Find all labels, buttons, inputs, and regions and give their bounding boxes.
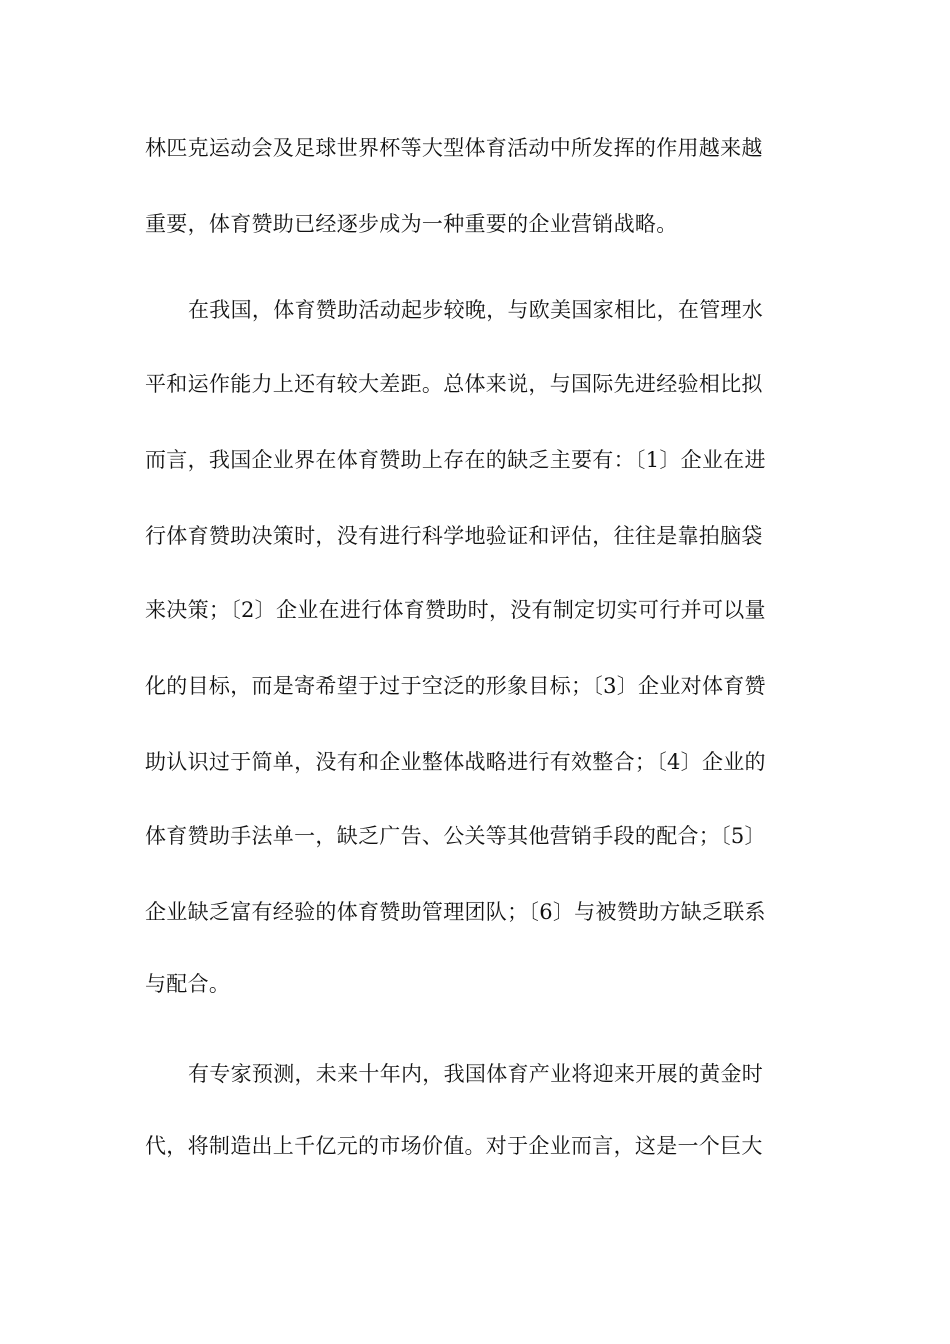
paragraph-2-line-4: 行体育赞助决策时，没有进行科学地验证和评估，往往是靠拍脑袋 (145, 524, 763, 548)
paragraph-3-line-2: 代，将制造出上千亿元的市场价值。对于企业而言，这是一个巨大 (145, 1134, 763, 1158)
paragraph-2-line-1: 在我国，体育赞助活动起步较晚，与欧美国家相比，在管理水 (188, 298, 764, 322)
paragraph-2-line-6: 化的目标，而是寄希望于过于空泛的形象目标；〔3〕企业对体育赞 (145, 674, 766, 698)
paragraph-2-line-3: 而言，我国企业界在体育赞助上存在的缺乏主要有：〔1〕企业在进 (145, 448, 766, 472)
paragraph-2-line-2: 平和运作能力上还有较大差距。总体来说，与国际先进经验相比拟 (145, 372, 763, 396)
paragraph-3-line-1: 有专家预测，未来十年内，我国体育产业将迎来开展的黄金时 (188, 1062, 764, 1086)
paragraph-2-line-7: 助认识过于简单，没有和企业整体战略进行有效整合；〔4〕企业的 (145, 750, 766, 774)
paragraph-2-line-5: 来决策；〔2〕企业在进行体育赞助时，没有制定切实可行并可以量 (145, 598, 766, 622)
paragraph-2-line-8: 体育赞助手法单一，缺乏广告、公关等其他营销手段的配合；〔5〕 (145, 824, 766, 848)
paragraph-2-line-9: 企业缺乏富有经验的体育赞助管理团队；〔6〕与被赞助方缺乏联系 (145, 900, 766, 924)
paragraph-2-line-10: 与配合。 (145, 972, 231, 996)
paragraph-1-line-1: 林匹克运动会及足球世界杯等大型体育活动中所发挥的作用越来越 (145, 136, 763, 160)
paragraph-1-line-2: 重要，体育赞助已经逐步成为一种重要的企业营销战略。 (145, 212, 678, 236)
